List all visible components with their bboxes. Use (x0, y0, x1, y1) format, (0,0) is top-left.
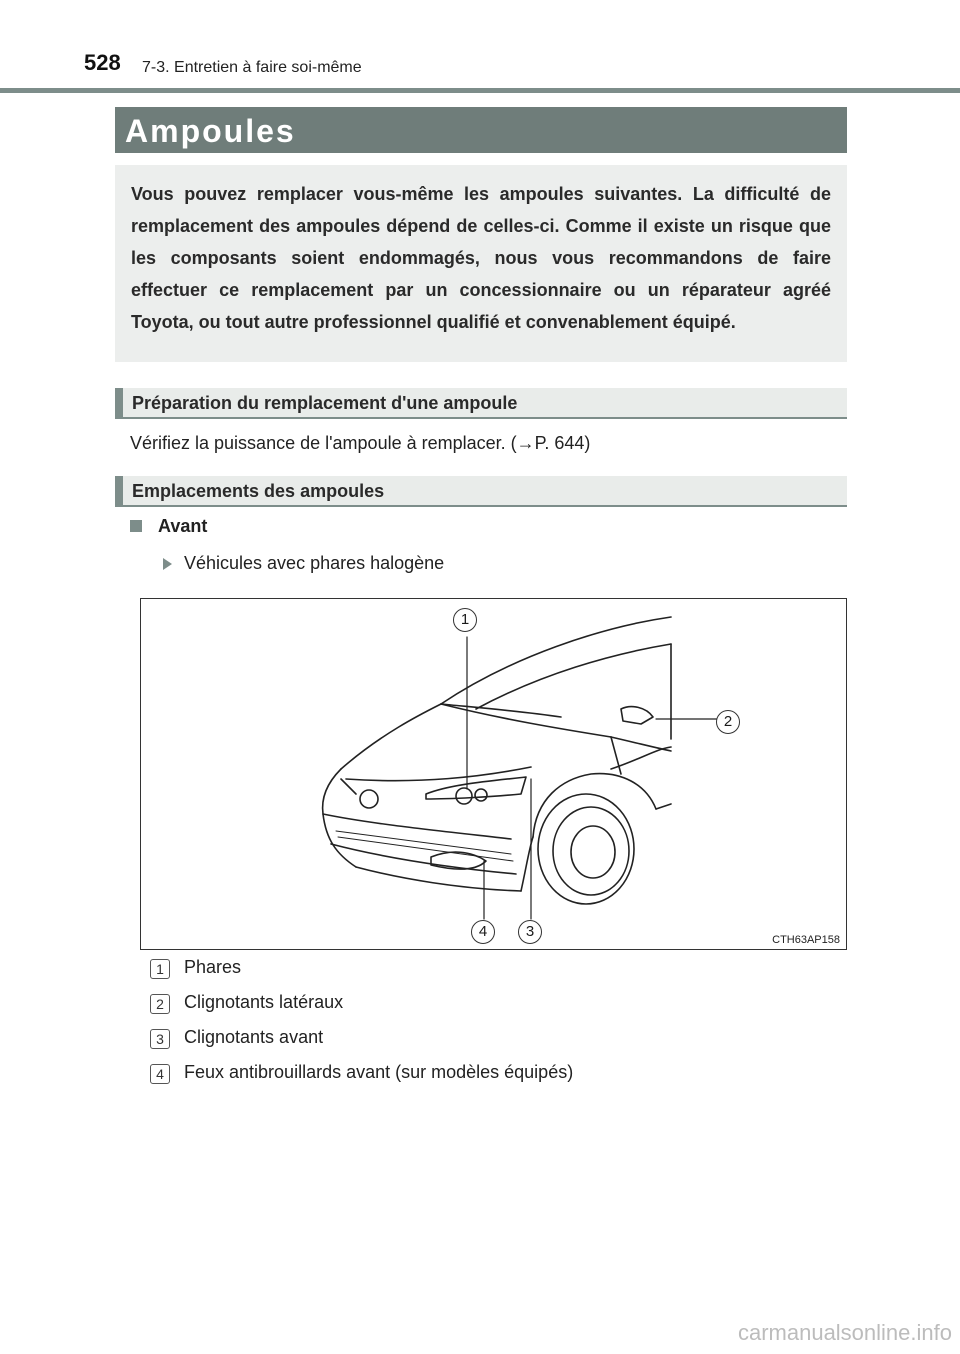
callout-3 (518, 920, 542, 944)
legend-number: 2 (150, 994, 170, 1014)
page-number: 528 (84, 50, 121, 75)
bullet-halogen: Véhicules avec phares halogène (184, 553, 445, 573)
section-heading-label: Emplacements des ampoules (132, 481, 385, 501)
callout-2 (716, 710, 740, 734)
intro-paragraph: Vous pouvez remplacer vous-même les ampoules suivantes. La difficulté de remplacement des ampoules dépend de celles-ci. Comme il existe un risque que les composants soient endommagés, nous vous recommandons de faire effectuer ce remplacement par un concessionnaire ou un réparateur agréé Toyota, ou tout autre professionnel qualifié et convenablement équipé. (131, 184, 831, 332)
header-divider (0, 88, 960, 93)
figure-code: CTH63AP158 (772, 934, 840, 946)
watermark: carmanualsonline.info (737, 1320, 952, 1345)
section-heading-locations (115, 476, 847, 507)
subheading-front: Avant (158, 516, 208, 536)
legend-label: Feux antibrouillards avant (sur modèles équipés) (184, 1062, 574, 1082)
legend-label: Clignotants latéraux (184, 992, 344, 1012)
page-title: Ampoules (125, 113, 296, 149)
car-front-illustration (140, 598, 847, 950)
title-bar (115, 107, 847, 153)
legend-number: 3 (150, 1029, 170, 1049)
legend-label: Clignotants avant (184, 1027, 324, 1047)
triangle-bullet-icon (163, 558, 172, 570)
section-heading-label: Préparation du remplacement d'une ampoule (132, 393, 518, 413)
callout-number: 3 (525, 923, 535, 940)
legend-number: 1 (150, 959, 170, 979)
section-heading-preparation (115, 388, 847, 419)
legend-label: Phares (184, 957, 242, 977)
callout-number: 4 (478, 923, 488, 940)
car-drawing (141, 599, 846, 949)
legend-number: 4 (150, 1064, 170, 1084)
callout-4 (471, 920, 495, 944)
square-bullet-icon (130, 520, 142, 532)
section-header: 7-3. Entretien à faire soi-même (142, 59, 362, 76)
callout-number: 2 (723, 713, 733, 730)
callout-1 (453, 608, 477, 632)
callout-number: 1 (460, 611, 470, 628)
preparation-text: Vérifiez la puissance de l'ampoule à remplacer. (→P. 644) (130, 433, 591, 453)
intro-box (115, 165, 847, 362)
